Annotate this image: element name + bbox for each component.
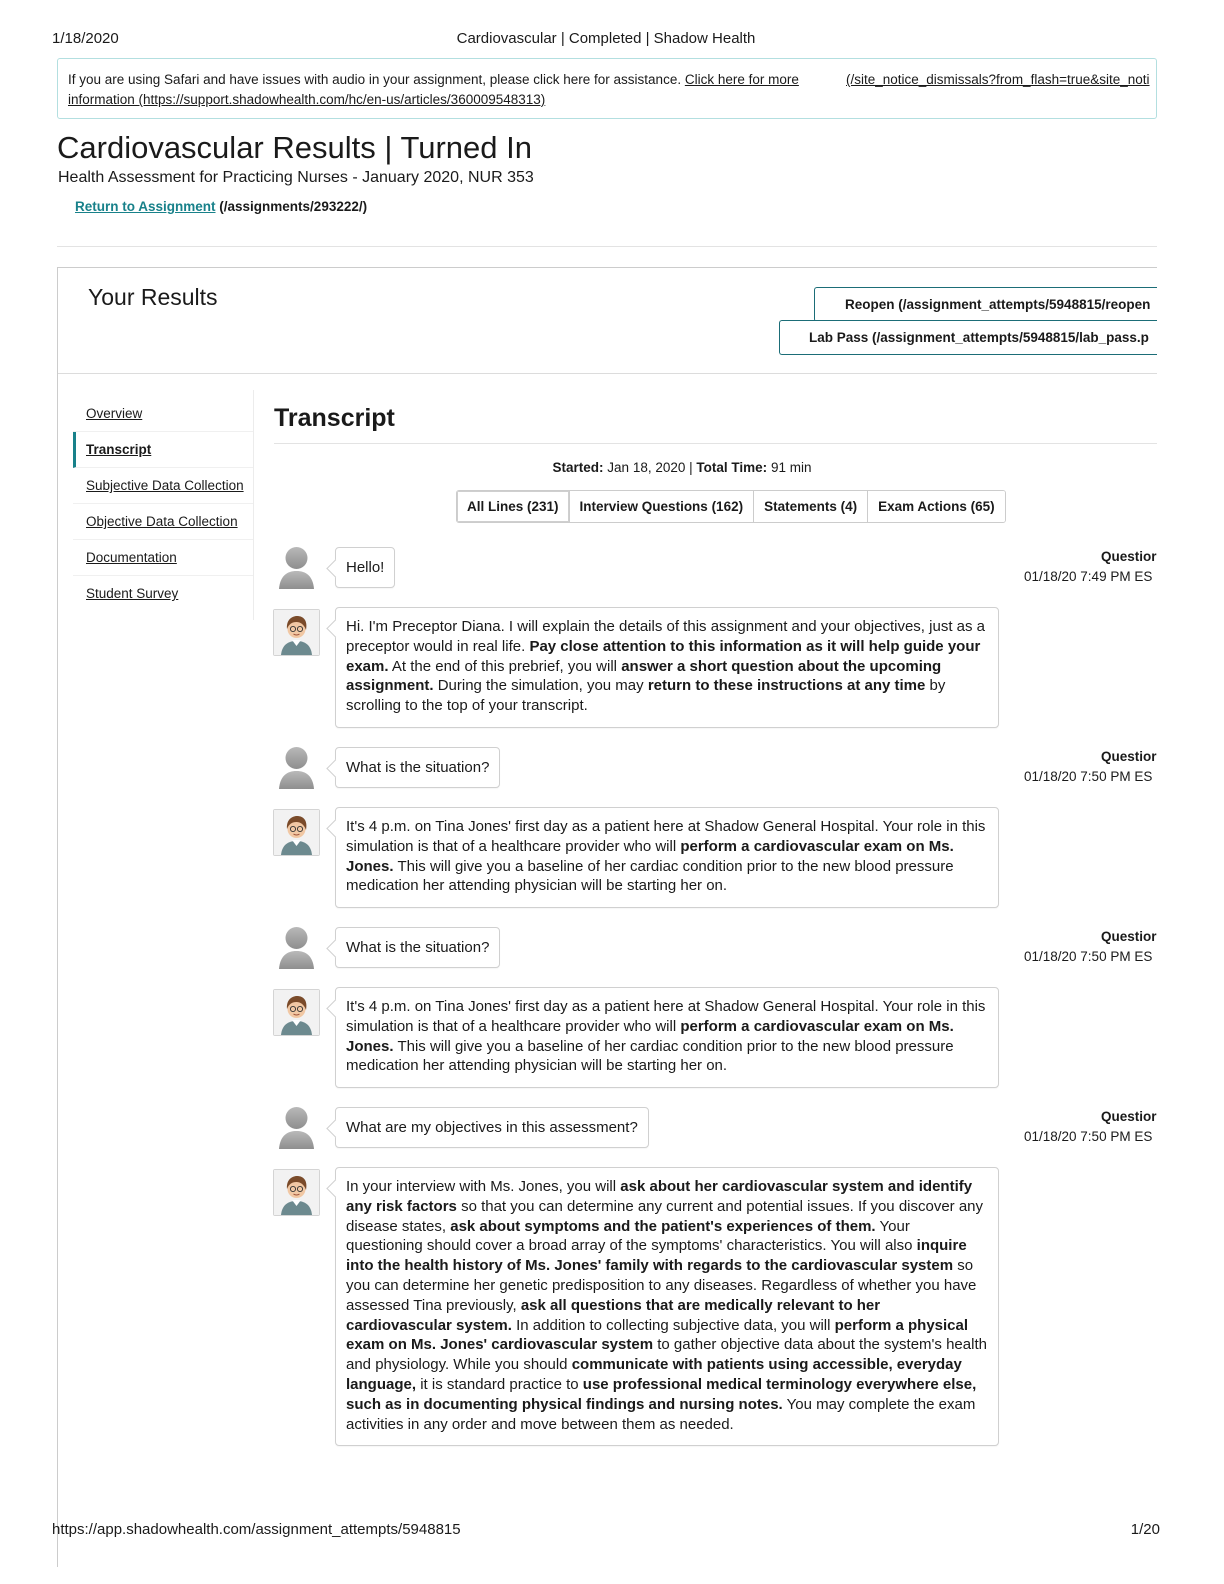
tab-all-lines[interactable]: All Lines (231): [457, 491, 570, 522]
return-to-assignment-path: (/assignments/293222/): [219, 199, 368, 214]
answer-text: In your interview with Ms. Jones, you will: [346, 1178, 617, 1195]
meta-separator: |: [689, 460, 693, 475]
transcript-title: Transcript: [274, 404, 395, 432]
started-value: Jan 18, 2020: [607, 460, 686, 475]
sidebar-item-overview[interactable]: Overview: [73, 396, 253, 432]
answer-bubble: [335, 607, 999, 728]
notice-dismiss-link[interactable]: (/site_notice_dismissals?from_flash=true&site_noti: [846, 72, 1150, 87]
answer-emphasis: perform a physical exam on Ms. Jones' cardiovascular system: [346, 1316, 969, 1354]
notice-more-link-url[interactable]: information (https://support.shadowhealth.com/hc/en-us/articles/360009548313): [68, 92, 546, 107]
answer-emphasis: ask about symptoms and the patient's experiences of them.: [450, 1217, 876, 1235]
entry-timestamp: 01/18/20 7:50 PM ES: [1024, 769, 1153, 784]
started-label: Started:: [552, 460, 604, 475]
reopen-button[interactable]: Reopen (/assignment_attempts/5948815/reopen: [814, 287, 1157, 322]
answer-text: You may complete the exam activities in any order and move between them as needed.: [346, 1395, 976, 1433]
print-date: 1/18/2020: [52, 30, 119, 47]
answer-text: It's 4 p.m. on Tina Jones' first day as a patient here at Shadow General Hospital. Your role in this simulation is that of a healthcare provider who will: [346, 818, 986, 855]
return-to-assignment[interactable]: [75, 199, 367, 214]
answer-emphasis: return to these instructions at any time: [647, 677, 926, 695]
person-silhouette-icon: [273, 1103, 320, 1150]
answer-text: to gather objective data about the system's health and physiology. While you should: [346, 1336, 987, 1374]
total-time-label: Total Time:: [696, 460, 768, 475]
divider: [57, 246, 1157, 247]
entry-type-text: Questior: [1101, 1109, 1157, 1124]
answer-text: by scrolling to the top of your transcript.: [346, 677, 946, 715]
sidebar-divider: [253, 390, 254, 620]
page-title: Cardiovascular Results | Turned In: [57, 130, 532, 165]
print-url: https://app.shadowhealth.com/assignment_attempts/5948815: [52, 1521, 461, 1538]
preceptor-avatar-icon: [273, 609, 320, 656]
answer-emphasis: Pay close attention to this information as it will help guide your exam.: [346, 637, 981, 675]
entry-type: [1097, 929, 1157, 947]
divider: [58, 373, 1157, 374]
answer-text: At the end of this prebrief, you will: [391, 657, 618, 675]
answer-text: It's 4 p.m. on Tina Jones' first day as a patient here at Shadow General Hospital. Your role in this simulation is that of a healthcare provider who will: [346, 998, 986, 1035]
sidebar-item-student-survey[interactable]: Student Survey: [86, 586, 179, 601]
lab-pass-button[interactable]: Lab Pass (/assignment_attempts/5948815/lab_pass.p: [779, 320, 1157, 355]
person-silhouette-icon: [273, 743, 320, 790]
entry-type-text: Questior: [1101, 549, 1157, 564]
print-header: [52, 30, 1160, 50]
results-sidebar: [73, 396, 253, 612]
your-results-title: Your Results: [88, 284, 218, 310]
answer-text: Hi. I'm Preceptor Diana. I will explain the details of this assignment and your objectives, just as a preceptor would in real life.: [346, 618, 986, 655]
entry-timestamp: 01/18/20 7:50 PM ES: [1024, 1129, 1153, 1144]
question-bubble: What is the situation?: [335, 747, 500, 788]
question-bubble: What is the situation?: [335, 927, 500, 968]
preceptor-avatar-icon: [273, 1169, 320, 1216]
sidebar-item-subjective-data[interactable]: Subjective Data Collection: [73, 468, 253, 504]
answer-emphasis: perform a cardiovascular exam on Ms. Jones.: [346, 1017, 954, 1055]
sidebar-item-documentation[interactable]: Documentation: [73, 540, 253, 576]
answer-emphasis: ask all questions that are medically relevant to her cardiovascular system.: [346, 1296, 881, 1334]
answer-emphasis: answer a short question about the upcoming assignment.: [346, 657, 942, 695]
tab-interview-questions[interactable]: Interview Questions (162): [570, 491, 755, 522]
entry-type: [1097, 1109, 1157, 1127]
page-number: 1/20: [1130, 1521, 1160, 1538]
answer-text: it is standard practice to: [420, 1375, 579, 1393]
entry-timestamp: 01/18/20 7:49 PM ES: [1024, 569, 1153, 584]
answer-text: During the simulation, you may: [437, 677, 644, 695]
question-bubble: What are my objectives in this assessment?: [335, 1107, 649, 1148]
answer-emphasis: inquire into the health history of Ms. Jones' family with regards to the cardiovascular system: [346, 1237, 967, 1275]
answer-bubble: [335, 987, 999, 1088]
answer-text: Your questioning should cover a broad array of the symptoms' characteristics. You will also: [346, 1217, 913, 1255]
tab-statements[interactable]: Statements (4): [754, 491, 868, 522]
notice-text: If you are using Safari and have issues with audio in your assignment, please click here for assistance.: [68, 72, 682, 87]
tab-exam-actions[interactable]: Exam Actions (65): [868, 491, 1005, 522]
answer-bubble: [335, 807, 999, 908]
answer-text: so you can determine her genetic predisposition to any diseases. Regardless of whether you have assessed Tina previously,: [346, 1257, 977, 1314]
preceptor-avatar-icon: [273, 809, 320, 856]
entry-type-text: Questior: [1101, 749, 1157, 764]
entry-type-text: Questior: [1101, 929, 1157, 944]
answer-text: so that you can determine any current and potential issues. If you discover any disease states,: [346, 1197, 984, 1235]
answer-emphasis: use professional medical terminology everywhere else, such as in documenting physical findings and nursing notes.: [346, 1375, 977, 1413]
answer-emphasis: ask about her cardiovascular system and identify any risk factors: [346, 1178, 973, 1215]
preceptor-avatar-icon: [273, 989, 320, 1036]
answer-text: This will give you a baseline of her cardiac condition prior to the new blood pressure medication her attending physician will be starting her on.: [346, 857, 954, 895]
sidebar-item-objective-data[interactable]: Objective Data Collection: [73, 504, 253, 540]
transcript-filter-tabs: [456, 490, 1006, 523]
site-notice: [57, 58, 1157, 119]
person-silhouette-icon: [273, 543, 320, 590]
transcript-meta: [274, 460, 1090, 475]
answer-text: This will give you a baseline of her cardiac condition prior to the new blood pressure medication her attending physician will be starting her on.: [346, 1037, 954, 1075]
question-bubble: Hello!: [335, 547, 395, 588]
notice-more-link[interactable]: Click here for more: [684, 72, 799, 87]
print-title: Cardiovascular | Completed | Shadow Health: [456, 30, 756, 47]
sidebar-item-transcript[interactable]: Transcript: [73, 432, 253, 468]
answer-emphasis: communicate with patients using accessible, everyday language,: [346, 1356, 962, 1393]
entry-type: [1097, 549, 1157, 567]
answer-text: In addition to collecting subjective data, you will: [516, 1316, 831, 1334]
entry-timestamp: 01/18/20 7:50 PM ES: [1024, 949, 1153, 964]
total-time-value: 91 min: [770, 460, 812, 475]
answer-emphasis: perform a cardiovascular exam on Ms. Jones.: [346, 837, 954, 875]
course-name: Health Assessment for Practicing Nurses - January 2020, NUR 353: [58, 169, 534, 186]
return-to-assignment-link[interactable]: Return to Assignment: [75, 199, 216, 214]
person-silhouette-icon: [273, 923, 320, 970]
divider: [274, 443, 1157, 444]
answer-bubble: [335, 1167, 999, 1446]
entry-type: [1097, 749, 1157, 767]
